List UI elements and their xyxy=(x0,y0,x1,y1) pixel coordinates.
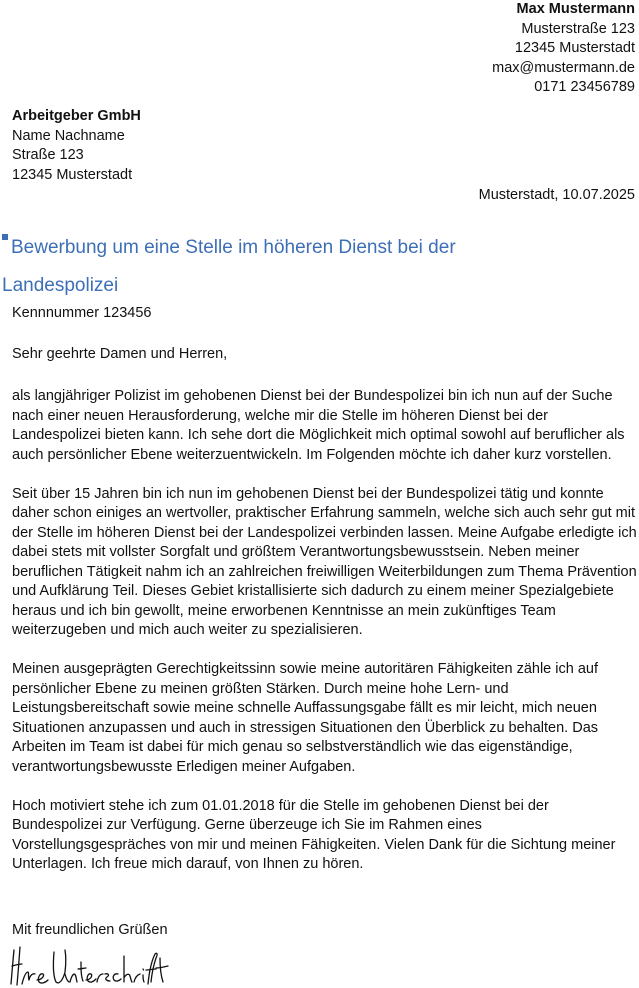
subject-heading xyxy=(2,229,562,305)
salutation: Sehr geehrte Damen und Herren, xyxy=(12,346,228,362)
recipient-street: Straße 123 xyxy=(12,147,84,163)
signature-image xyxy=(8,944,178,988)
sender-email: max@mustermann.de xyxy=(492,59,635,76)
heading-marker xyxy=(2,234,8,240)
recipient-contact: Name Nachname xyxy=(12,127,125,144)
sender-phone: 0171 23456789 xyxy=(534,79,635,95)
recipient-block xyxy=(12,107,141,185)
paragraph-closing: Hoch motiviert stehe ich zum 01.01.2018 für die Stelle im gehobenen Dienst bei der Bundespolizei zur Verfügung. Gerne überzeuge ich Sie im Rahmen eines Vorstellungsgespräches von mir und meinen Fähigkeiten. Vielen Dank für die Sichtung meiner Unterlagen. Ich freue mich darauf, von Ihnen zu hören. xyxy=(12,797,616,872)
paragraph-intro: als langjähriger Polizist im gehobenen Dienst bei der Bundespolizei bin ich nun auf der Suche nach einer neuen Herausforderung, welche mir die Stelle im höheren Dienst bei der Landespolizei bieten kann. Ich sehe dort die Möglichkeit mich optimal sowohl auf beruflicher als auch persönlicher Ebene weiterzuentwickeln. Im Folgenden möchte ich daher kurz vorstellen. xyxy=(12,388,625,463)
sender-street: Musterstraße 123 xyxy=(521,20,635,37)
subject-text: Bewerbung um eine Stelle im höheren Dienst bei der Landespolizei xyxy=(2,237,456,296)
sender-city: 12345 Musterstadt xyxy=(514,40,635,56)
sender-block xyxy=(492,0,635,98)
letter-body xyxy=(12,387,638,894)
recipient-city: 12345 Musterstadt xyxy=(12,166,133,183)
sender-name: Max Mustermann xyxy=(516,1,635,17)
paragraph-strengths: Meinen ausgeprägten Gerechtigkeitssinn sowie meine autoritären Fähigkeiten zähle ich auf persönlicher Ebene zu meinen größten Stärken. Durch meine hohe Lern- und Leistungsbereitschaft sowie meine schnelle Auffassungsgabe fällt es mir leicht, mich neuen Situationen anzupassen und auch in stressigen Situationen den Überblick zu behalten. Das Arbeiten im Team ist dabei für mich genau so selbstverständlich wie das eigenständige, verantwortungsbewusste Erledigen meiner Aufgaben. xyxy=(12,661,599,775)
paragraph-experience: Seit über 15 Jahren bin ich nun im gehobenen Dienst bei der Bundespolizei tätig und konnte daher schon einiges an wertvoller, praktischer Erfahrung sammeln, welche sich auch sehr gut mit der Stelle im höheren Dienst bei der Landespolizei verbinden lassen. Meine Aufgabe erledigte ich dabei stets mit vollster Sorgfalt und größtem Verantwortungsbewusstsein. Neben meiner beruflichen Tätigkeit nahm ich an zahlreichen freiwilligen Weiterbildungen zum Thema Prävention und Aufklärung Teil. Dieses Gebiet kristallisierte sich dadurch zu einem meiner Spezialgebiete heraus und ich bin gewollt, meine erworbenen Kenntnisse an mein zukünftiges Team weiterzugeben und mich auch weiter zu spezialisieren. xyxy=(12,485,637,638)
date-line: Musterstadt, 10.07.2025 xyxy=(478,187,635,203)
recipient-company: Arbeitgeber GmbH xyxy=(12,108,141,124)
closing-phrase: Mit freundlichen Grüßen xyxy=(12,922,168,938)
reference-number: Kennnummer 123456 xyxy=(12,305,152,321)
